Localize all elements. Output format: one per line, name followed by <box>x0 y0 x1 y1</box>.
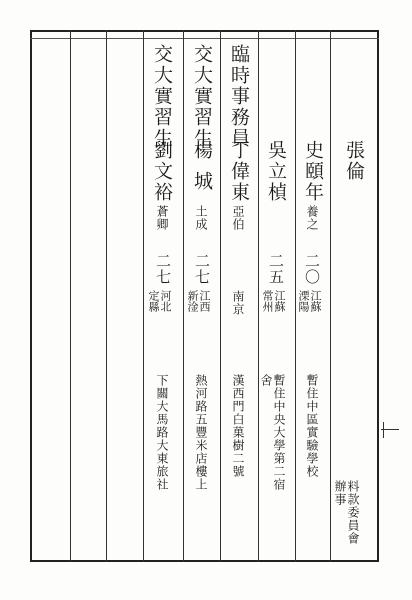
native-province: 江西 <box>198 290 211 312</box>
native-county: 溧陽 <box>297 290 310 312</box>
column-divider <box>220 30 221 562</box>
name-cell: 史頤年 <box>302 140 324 203</box>
style-name-cell: 亞伯 <box>231 205 245 231</box>
address-line: 暫住中央大學第二宿 <box>272 374 286 491</box>
style-name-cell: 蒼卿 <box>155 205 169 231</box>
age-cell: 二五 <box>267 253 285 285</box>
native-place-cell <box>148 290 171 312</box>
native-place-cell <box>262 290 285 312</box>
title-cell: 臨時事務員 <box>228 44 250 149</box>
native-province: 江蘇 <box>273 290 286 312</box>
address-cell: 下關大馬路大東旅社 <box>155 374 169 491</box>
title-cell: 交大實習生 <box>151 44 173 149</box>
top-rule <box>30 38 379 39</box>
footer-line: 辦事 <box>333 480 347 506</box>
native-province: 河北 <box>159 290 172 312</box>
age-cell: 二〇 <box>303 253 321 285</box>
style-name-cell: 土成 <box>194 205 208 231</box>
address-cell: 暫住中區實驗學校 <box>305 374 319 478</box>
age-cell: 二七 <box>154 253 172 285</box>
column-divider <box>295 30 296 562</box>
column-divider <box>258 30 259 562</box>
native-county: 新淦 <box>186 290 199 312</box>
native-county: 定縣 <box>147 290 160 312</box>
name-cell: 張倫 <box>343 140 365 182</box>
native-place-cell: 南京 <box>231 290 245 316</box>
footer-note <box>334 480 359 545</box>
column-divider <box>106 30 107 562</box>
name-cell: 吳立楨 <box>265 140 287 203</box>
address-cell: 熱河路五豐米店樓上 <box>194 374 208 491</box>
name-cell: 劉文裕 <box>151 140 173 203</box>
age-cell: 二七 <box>193 253 211 285</box>
native-place-cell <box>187 290 210 312</box>
address-cell: 漢西門白菓樹二號 <box>231 374 245 478</box>
native-county: 常州 <box>261 290 274 312</box>
column-divider <box>330 30 331 562</box>
address-cell <box>260 374 285 491</box>
footer-line: 料款委員會 <box>346 480 360 545</box>
native-place-cell <box>298 290 321 312</box>
column-divider <box>183 30 184 562</box>
name-cell: 丁偉東 <box>228 140 250 203</box>
address-line: 舍 <box>259 374 273 387</box>
style-name-cell: 養之 <box>305 205 319 231</box>
name-cell: 楊城 <box>191 140 213 202</box>
column-divider <box>143 30 144 562</box>
title-cell: 交大實習生 <box>191 44 213 149</box>
margin-mark <box>383 422 384 438</box>
column-divider <box>70 30 71 562</box>
native-province: 江蘇 <box>309 290 322 312</box>
